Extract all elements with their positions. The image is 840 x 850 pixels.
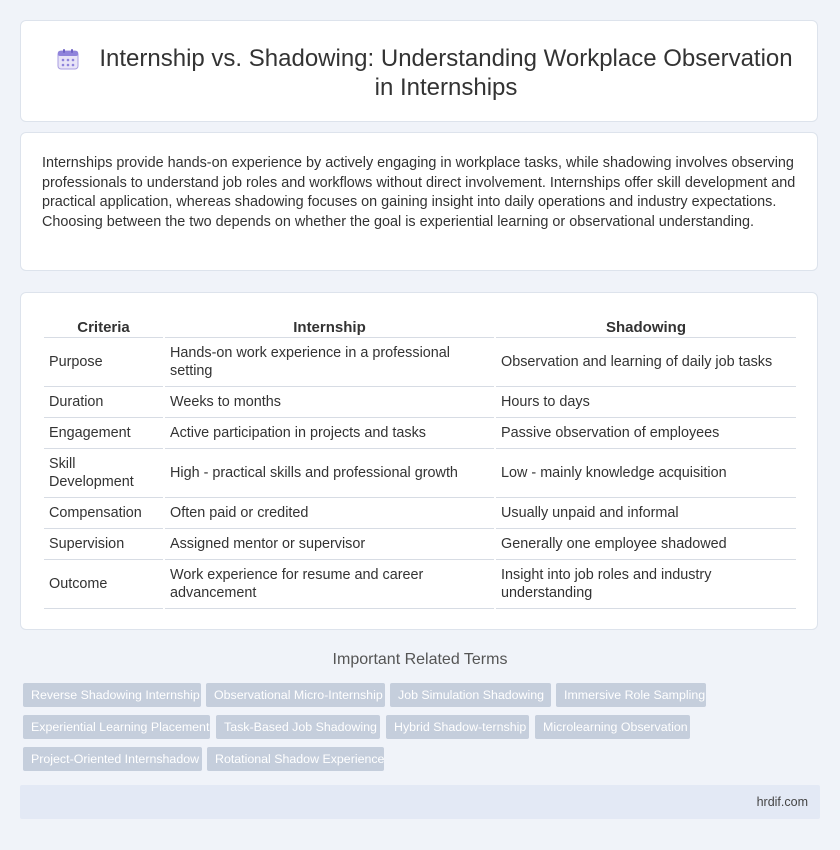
intro-card — [20, 132, 818, 271]
header-criteria: Criteria — [44, 314, 163, 338]
calendar-icon — [57, 48, 79, 70]
cell-criteria: Compensation — [44, 498, 163, 529]
cell-internship: Hands-on work experience in a professional setting — [165, 338, 494, 387]
cell-internship: Assigned mentor or supervisor — [165, 529, 494, 560]
cell-shadowing: Insight into job roles and industry understanding — [496, 560, 796, 609]
cell-shadowing: Generally one employee shadowed — [496, 529, 796, 560]
related-term-tag[interactable]: Immersive Role Sampling — [556, 683, 706, 707]
related-terms-title: Important Related Terms — [332, 651, 508, 668]
cell-criteria: Purpose — [44, 338, 163, 387]
comparison-card — [20, 292, 818, 630]
related-term-tag[interactable]: Task-Based Job Shadowing — [216, 715, 380, 739]
header-shadowing: Shadowing — [496, 314, 796, 338]
cell-criteria: Supervision — [44, 529, 163, 560]
page-title: Internship vs. Shadowing: Understanding Workplace Observation in Internships — [99, 45, 793, 101]
cell-internship: Weeks to months — [165, 387, 494, 418]
cell-shadowing: Passive observation of employees — [496, 418, 796, 449]
related-term-tag[interactable]: Reverse Shadowing Internship — [23, 683, 201, 707]
footer — [20, 785, 820, 819]
cell-internship: High - practical skills and professional growth — [165, 449, 494, 498]
cell-criteria: Skill Development — [44, 449, 163, 498]
table-row — [44, 418, 796, 449]
title-card — [20, 20, 818, 122]
related-term-tag[interactable]: Hybrid Shadow-ternship — [386, 715, 529, 739]
cell-shadowing: Low - mainly knowledge acquisition — [496, 449, 796, 498]
cell-internship: Work experience for resume and career advancement — [165, 560, 494, 609]
table-row — [44, 529, 796, 560]
related-term-tag[interactable]: Job Simulation Shadowing — [390, 683, 551, 707]
cell-criteria: Engagement — [44, 418, 163, 449]
cell-criteria: Duration — [44, 387, 163, 418]
table-header-row — [44, 314, 796, 338]
related-term-tag[interactable]: Microlearning Observation — [535, 715, 690, 739]
table-row — [44, 387, 796, 418]
footer-site[interactable]: hrdif.com — [756, 795, 808, 809]
related-term-tag[interactable]: Project-Oriented Internshadow — [23, 747, 202, 771]
comparison-table — [42, 314, 798, 609]
header-internship: Internship — [165, 314, 494, 338]
related-term-tag[interactable]: Experiential Learning Placement — [23, 715, 210, 739]
cell-criteria: Outcome — [44, 560, 163, 609]
cell-shadowing: Usually unpaid and informal — [496, 498, 796, 529]
table-row — [44, 498, 796, 529]
intro-paragraph: Internships provide hands-on experience by actively engaging in workplace tasks, while shadowing involves observing professionals to understand job roles and workflows without direct involvement. Internships offer skill development and practical application, whereas shadowing focuses on gaining insight into daily operations and industry expectations. Choosing between the two depends on whether the goal is experiential learning or observational understanding. — [42, 155, 796, 230]
cell-shadowing: Hours to days — [496, 387, 796, 418]
table-row — [44, 449, 796, 498]
cell-internship: Active participation in projects and tasks — [165, 418, 494, 449]
related-term-tag[interactable]: Observational Micro-Internship — [206, 683, 385, 707]
table-row — [44, 338, 796, 387]
related-term-tag[interactable]: Rotational Shadow Experience — [207, 747, 384, 771]
cell-internship: Often paid or credited — [165, 498, 494, 529]
cell-shadowing: Observation and learning of daily job tasks — [496, 338, 796, 387]
table-row — [44, 560, 796, 609]
